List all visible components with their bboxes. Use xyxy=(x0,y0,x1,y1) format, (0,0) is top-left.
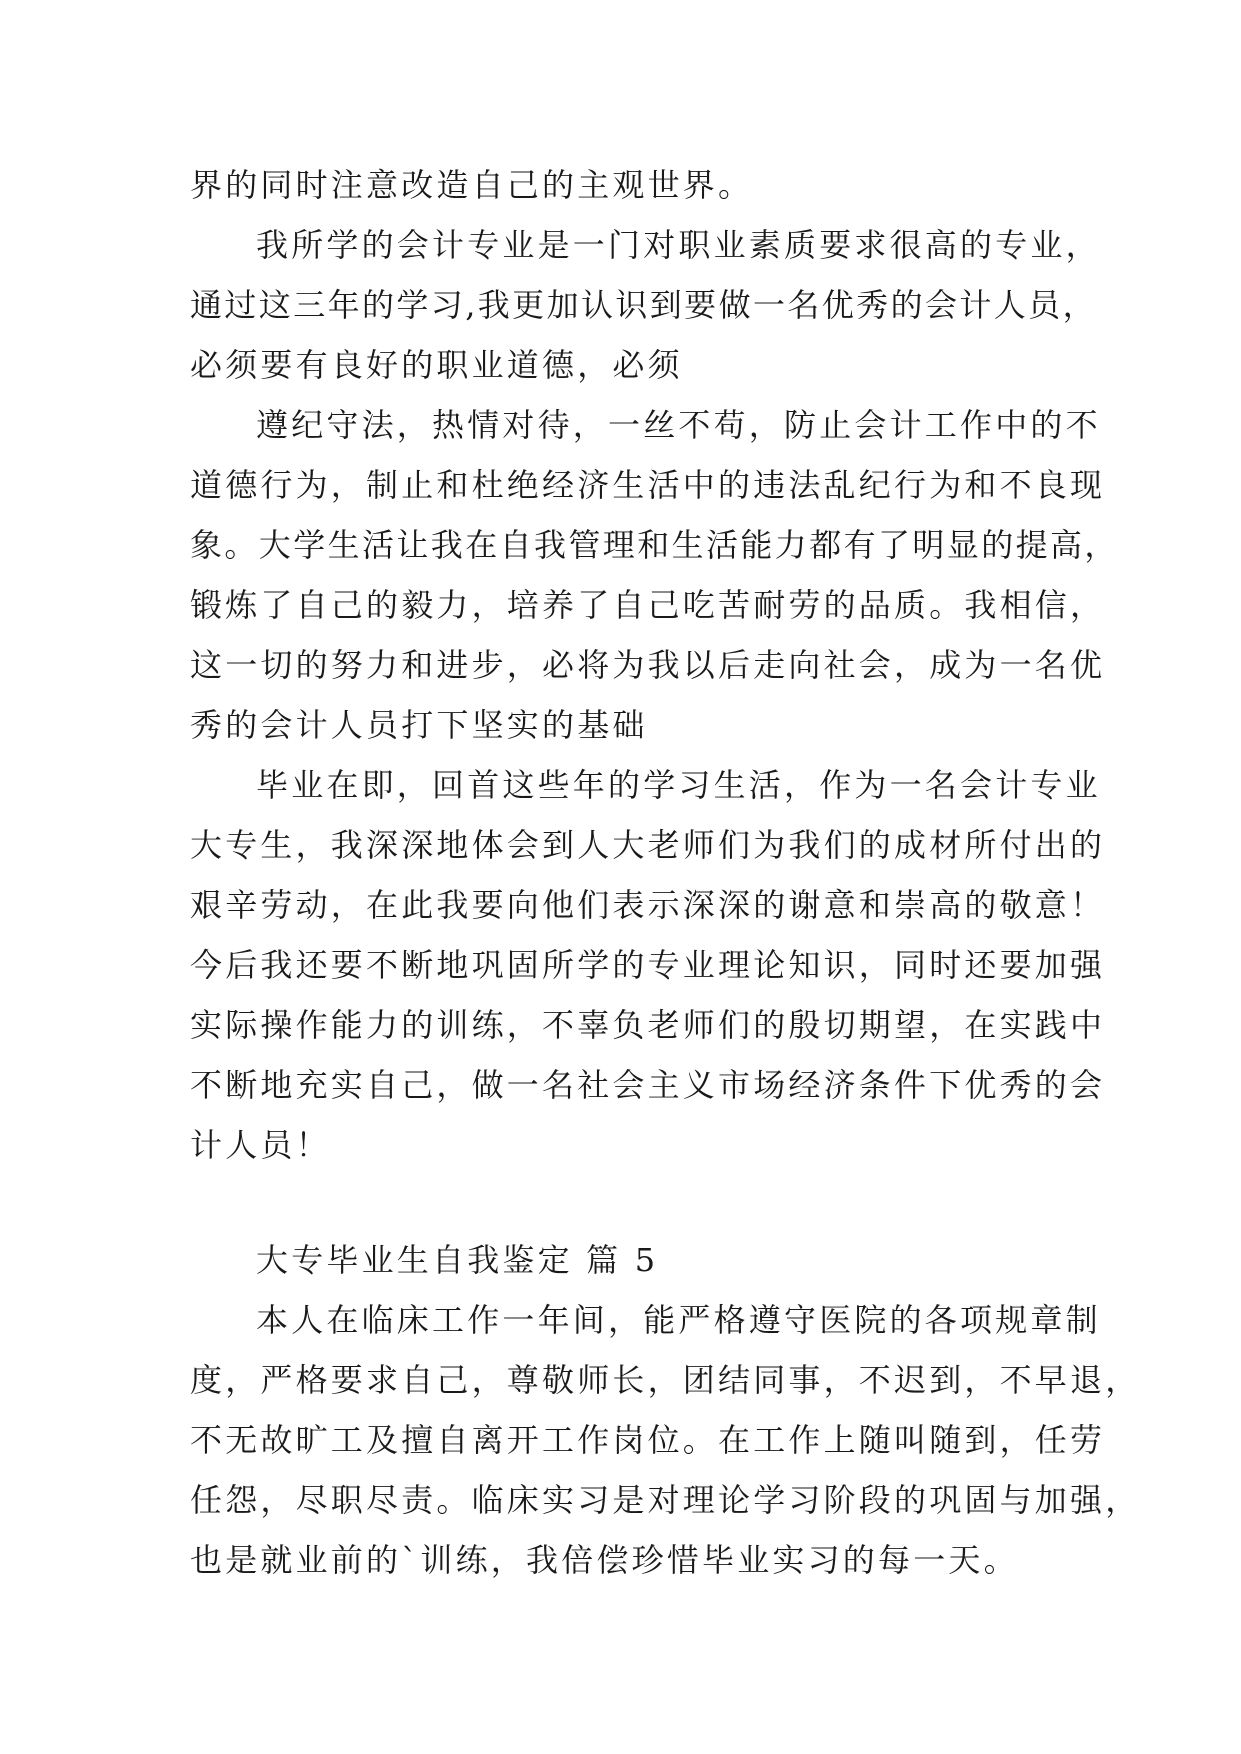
paragraph-line: 遵纪守法，热情对待，一丝不苟，防止会计工作中的不 xyxy=(256,406,1101,444)
paragraph-line: 实际操作能力的训练，不辜负老师们的殷切期望，在实践中 xyxy=(190,1006,1106,1044)
paragraph-line: 秀的会计人员打下坚实的基础 xyxy=(190,706,648,744)
paragraph-line: 锻炼了自己的毅力，培养了自己吃苦耐劳的品质。我相信， xyxy=(190,586,1106,624)
paragraph-line: 通过这三年的学习,我更加认识到要做一名优秀的会计人员， xyxy=(190,286,1097,324)
paragraph-line: 度，严格要求自己，尊敬师长，团结同事，不迟到，不早退， xyxy=(190,1361,1141,1399)
paragraph-line: 任怨，尽职尽责。临床实习是对理论学习阶段的巩固与加强， xyxy=(190,1481,1141,1519)
paragraph-line: 象。大学生活让我在自我管理和生活能力都有了明显的提高， xyxy=(190,526,1119,564)
paragraph-line: 计人员！ xyxy=(190,1126,331,1164)
paragraph-line: 不断地充实自己，做一名社会主义市场经济条件下优秀的会 xyxy=(190,1066,1106,1104)
paragraph-line: 艰辛劳动，在此我要向他们表示深深的谢意和崇高的敬意！ xyxy=(190,886,1106,924)
paragraph-line: 本人在临床工作一年间，能严格遵守医院的各项规章制 xyxy=(256,1301,1101,1339)
paragraph-line: 毕业在即，回首这些年的学习生活，作为一名会计专业 xyxy=(256,766,1101,804)
paragraph-line: 必须要有良好的职业道德，必须 xyxy=(190,346,683,384)
paragraph-line: 今后我还要不断地巩固所学的专业理论知识，同时还要加强 xyxy=(190,946,1106,984)
paragraph-line: 这一切的努力和进步，必将为我以后走向社会，成为一名优 xyxy=(190,646,1106,684)
section-title: 大专毕业生自我鉴定 篇 5 xyxy=(256,1241,659,1279)
paragraph-line: 界的同时注意改造自己的主观世界。 xyxy=(190,166,754,204)
paragraph-line: 不无故旷工及擅自离开工作岗位。在工作上随叫随到，任劳 xyxy=(190,1421,1106,1459)
paragraph-line: 大专生，我深深地体会到人大老师们为我们的成材所付出的 xyxy=(190,826,1106,864)
paragraph-line: 道德行为，制止和杜绝经济生活中的违法乱纪行为和不良现 xyxy=(190,466,1106,504)
paragraph-line: 也是就业前的`训练，我倍偿珍惜毕业实习的每一天。 xyxy=(190,1541,1019,1579)
paragraph-line: 我所学的会计专业是一门对职业素质要求很高的专业， xyxy=(256,226,1101,264)
